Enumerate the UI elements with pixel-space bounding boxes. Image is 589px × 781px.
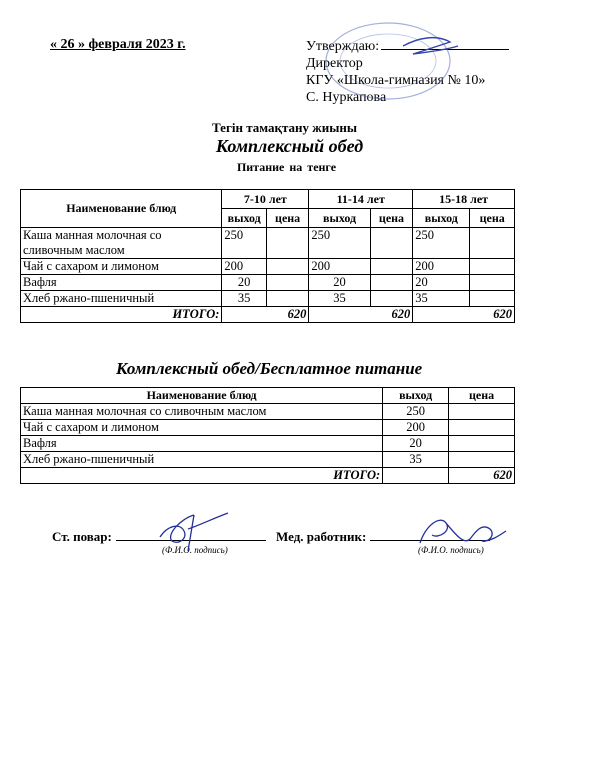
dish-price [449, 436, 515, 452]
dish-output: 200 [413, 259, 470, 275]
dish-price [470, 259, 515, 275]
dish-price [470, 228, 515, 259]
dish-price [266, 291, 308, 307]
column-header-price: цена [370, 209, 412, 228]
dish-price [370, 259, 412, 275]
table-row [21, 228, 515, 259]
dish-output: 35 [383, 452, 449, 468]
column-header-output: выход [383, 388, 449, 404]
approve-name: С. Нуркапова [306, 90, 387, 105]
dish-output: 35 [413, 291, 470, 307]
column-header-age-7-10: 7-10 лет [222, 190, 309, 209]
total-value: 620 [449, 468, 515, 484]
table-row [21, 420, 515, 436]
table-row [21, 436, 515, 452]
table-row [21, 452, 515, 468]
dish-price [470, 275, 515, 291]
dish-name: Чай с сахаром и лимоном [21, 259, 222, 275]
table-row [21, 259, 515, 275]
medic-caption: (Ф.И.О. подпись) [418, 545, 484, 555]
section-title-free-meals: Комплексный обед/Бесплатное питание [116, 359, 423, 378]
table-row [21, 275, 515, 291]
dish-output: 250 [383, 404, 449, 420]
medic-label: Мед. работник: [276, 529, 367, 544]
dish-output: 250 [222, 228, 267, 259]
total-label: ИТОГО: [21, 468, 383, 484]
dish-price [449, 420, 515, 436]
dish-name: Хлеб ржано-пшеничный [21, 291, 222, 307]
dish-name: Чай с сахаром и лимоном [21, 420, 383, 436]
dish-name: Каша манная молочная со сливочным маслом [21, 404, 383, 420]
total-row [21, 307, 515, 323]
column-header-price: цена [449, 388, 515, 404]
total-value: 620 [309, 307, 413, 323]
approval-stamp-signature [318, 16, 518, 106]
approve-position: Директор [306, 56, 363, 71]
dish-price [449, 452, 515, 468]
dish-name: Вафля [21, 436, 383, 452]
menu-table-free-meals [20, 387, 515, 484]
document-date: « 26 » февраля 2023 г. [50, 37, 186, 52]
column-header-age-11-14: 11-14 лет [309, 190, 413, 209]
dish-output: 35 [309, 291, 370, 307]
dish-output: 200 [222, 259, 267, 275]
total-spacer [383, 468, 449, 484]
dish-price [370, 291, 412, 307]
table-row [21, 291, 515, 307]
dish-name: Вафля [21, 275, 222, 291]
column-header-output: выход [222, 209, 267, 228]
dish-output: 20 [222, 275, 267, 291]
menu-table-by-age [20, 189, 515, 323]
dish-price [470, 291, 515, 307]
dish-price [266, 228, 308, 259]
column-header-output: выход [309, 209, 370, 228]
dish-output: 250 [309, 228, 370, 259]
dish-price [370, 228, 412, 259]
cook-caption: (Ф.И.О. подпись) [162, 545, 228, 555]
approve-organization: КГУ «Школа-гимназия № 10» [306, 73, 486, 88]
page-title: Комплексный обед [215, 136, 364, 156]
column-header-dish: Наименование блюд [21, 190, 222, 228]
dish-price [449, 404, 515, 420]
dish-output: 20 [383, 436, 449, 452]
kazakh-title: Тегін тамақтану жиыны [212, 120, 357, 135]
medic-handwritten-signature [412, 505, 512, 555]
approve-label: Утверждаю: [306, 39, 380, 54]
dish-name: Хлеб ржано-пшеничный [21, 452, 383, 468]
dish-output: 20 [413, 275, 470, 291]
column-header-output: выход [413, 209, 470, 228]
table-row [21, 404, 515, 420]
dish-name: Каша манная молочная со сливочным маслом [21, 228, 222, 259]
cook-handwritten-signature [150, 505, 240, 555]
dish-output: 200 [383, 420, 449, 436]
dish-price [370, 275, 412, 291]
cook-label: Ст. повар: [52, 529, 112, 544]
column-header-price: цена [470, 209, 515, 228]
total-value: 620 [413, 307, 515, 323]
dish-output: 20 [309, 275, 370, 291]
dish-output: 35 [222, 291, 267, 307]
total-value: 620 [222, 307, 309, 323]
column-header-age-15-18: 15-18 лет [413, 190, 515, 209]
dish-price [266, 275, 308, 291]
dish-output: 200 [309, 259, 370, 275]
dish-output: 250 [413, 228, 470, 259]
total-label: ИТОГО: [21, 307, 222, 323]
dish-price [266, 259, 308, 275]
column-header-price: цена [266, 209, 308, 228]
page-subtitle: Питание на тенге [236, 160, 337, 174]
column-header-dish: Наименование блюд [21, 388, 383, 404]
total-row [21, 468, 515, 484]
